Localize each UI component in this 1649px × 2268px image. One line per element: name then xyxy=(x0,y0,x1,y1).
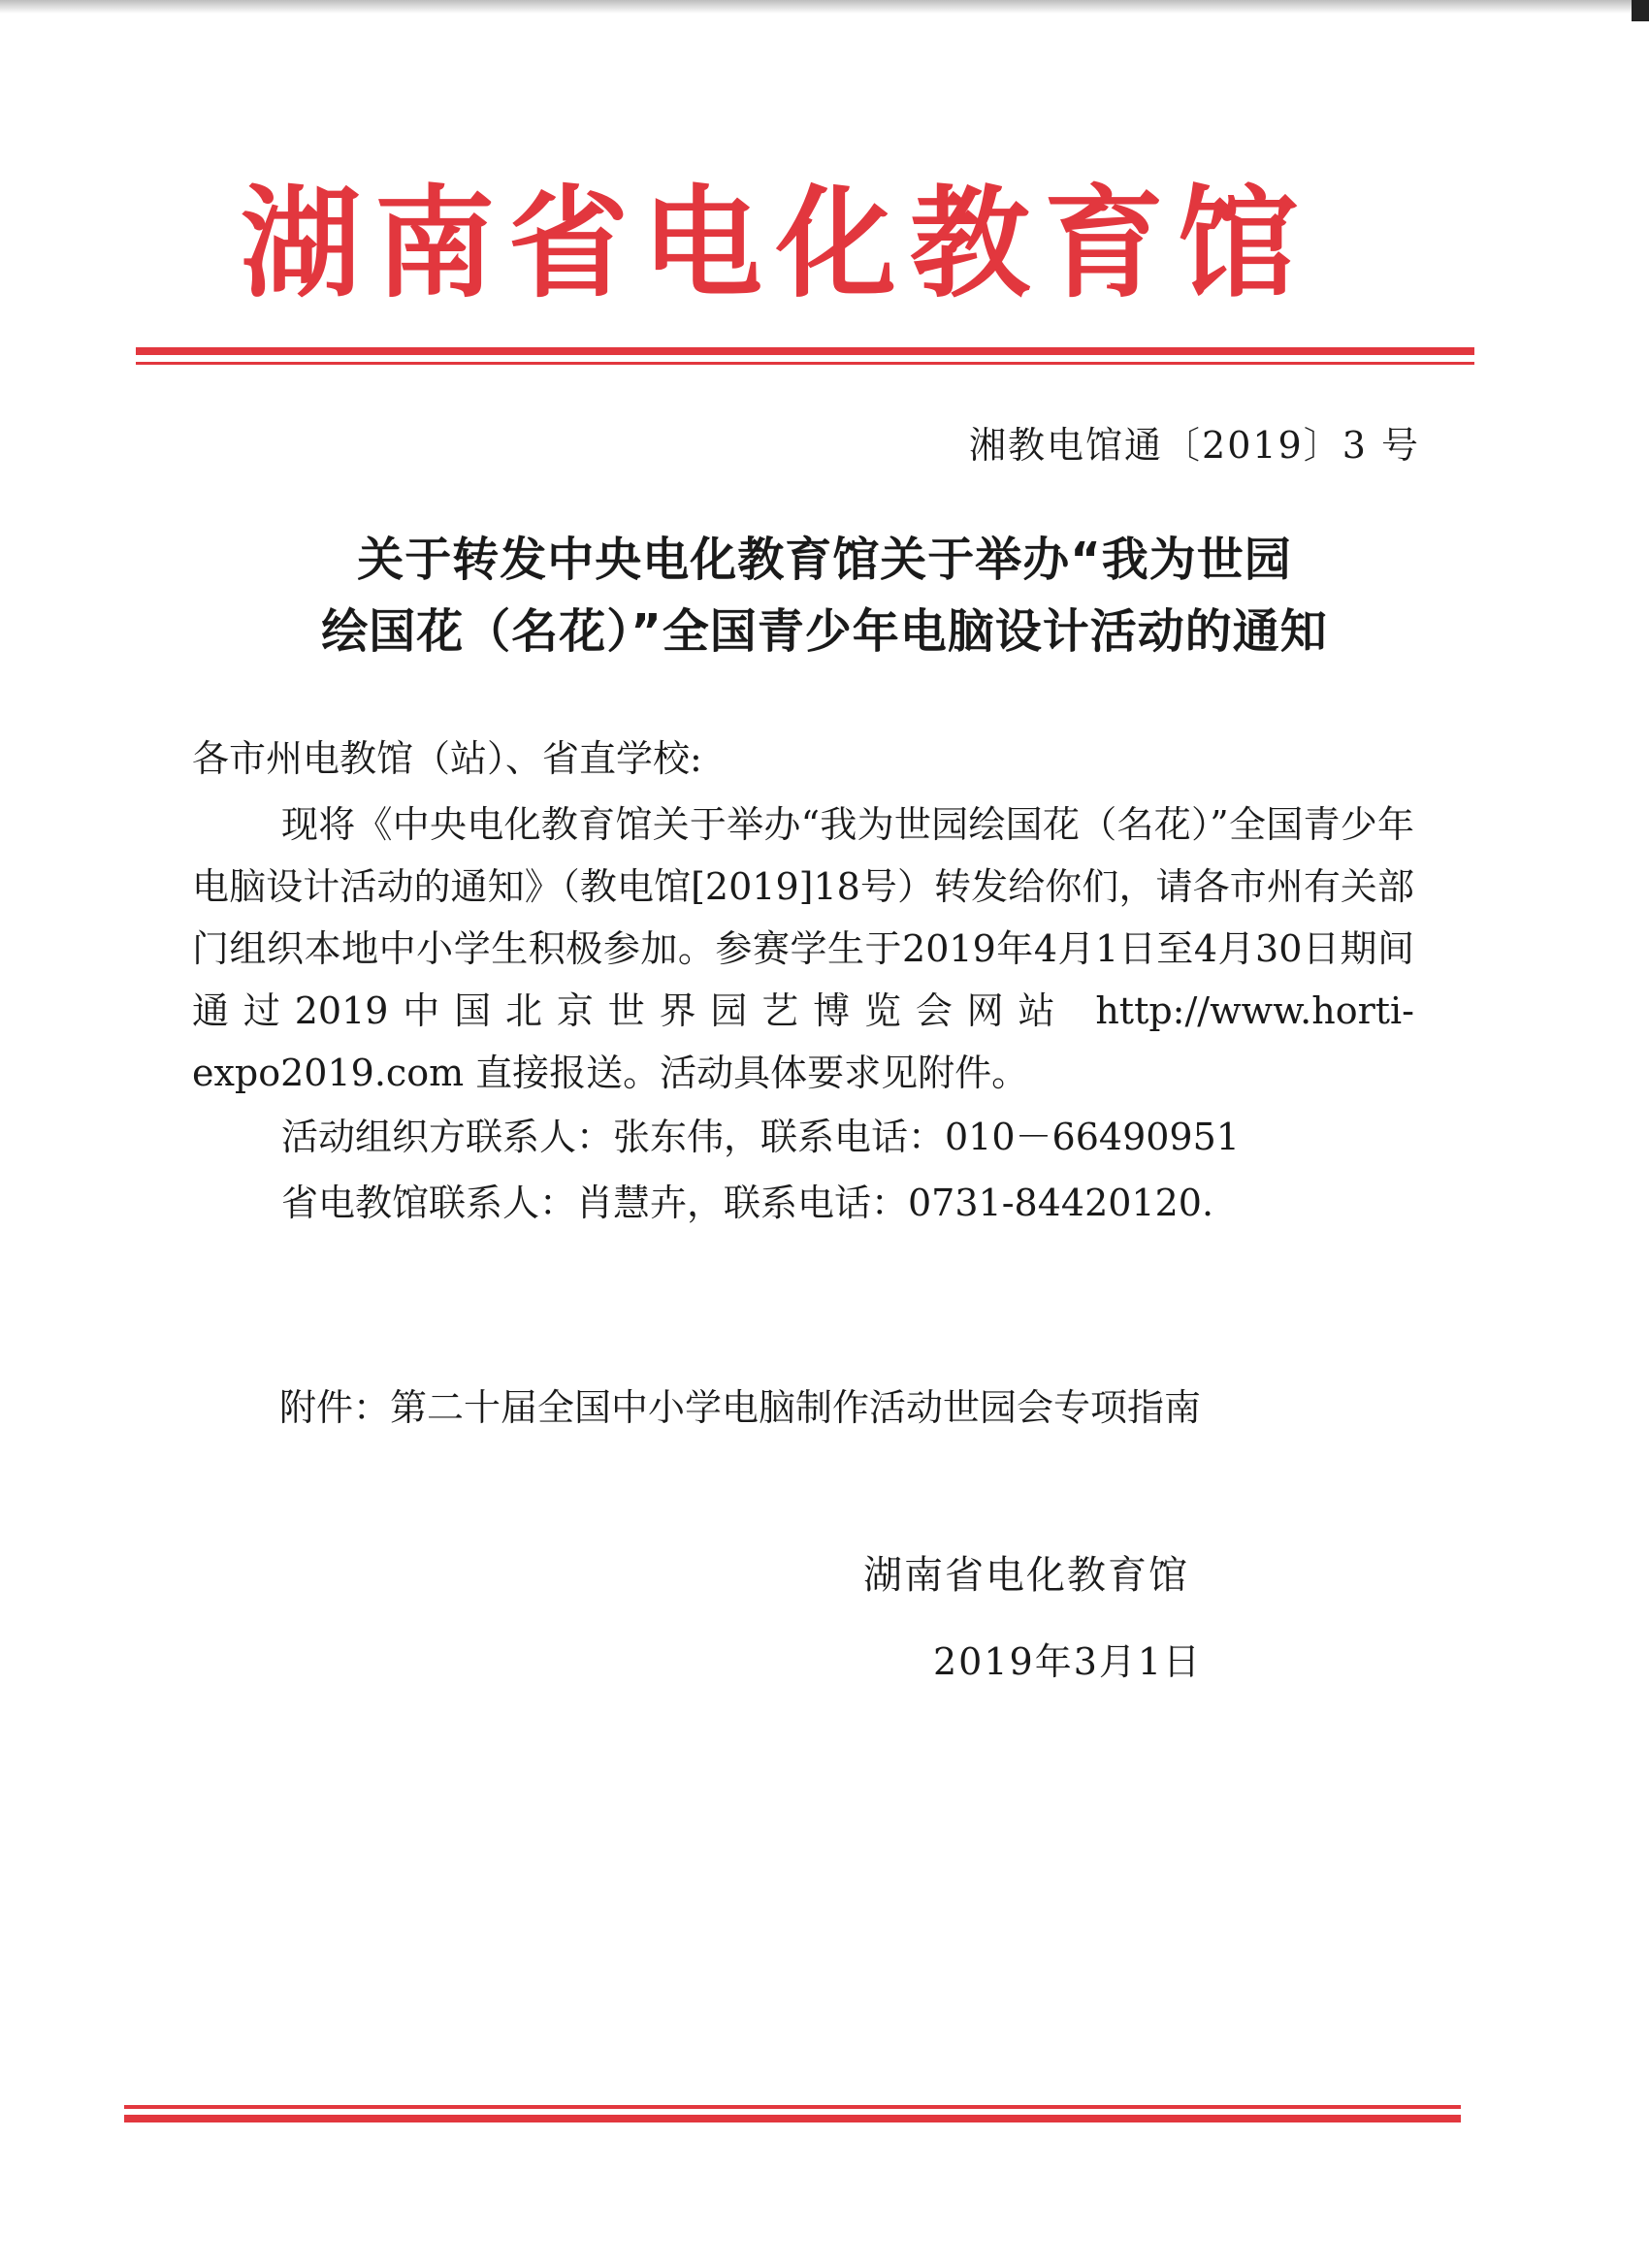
title-line-1: 关于转发中央电化教育馆关于举办“我为世园 xyxy=(357,533,1292,587)
scan-edge-top xyxy=(0,0,1649,14)
body-paragraph: 现将《中央电化教育馆关于举办“我为世园绘国花（名花）”全国青少年电脑设计活动的通知》（教电馆[2019]18号）转发给你们，请各市州有关部门组织本地中小学生积极参加。参赛学生于2019年4月1日至4月30日期间通过2019中国北京世界园艺博览会网站 http://www.horti-expo2019.com 直接报送。活动具体要求见附件。 xyxy=(192,803,1414,1094)
scan-edge-corner xyxy=(1632,0,1649,21)
contact-organizer: 活动组织方联系人：张东伟，联系电话：010－66490951 xyxy=(281,1116,1240,1158)
signature-date: 2019年3月1日 xyxy=(933,1640,1203,1683)
signature-organization: 湖南省电化教育馆 xyxy=(863,1553,1189,1598)
title-line-2: 绘国花（名花）”全国青少年电脑设计活动的通知 xyxy=(321,604,1328,659)
salutation: 各市州电教馆（站）、省直学校: xyxy=(192,737,702,780)
footer-rule-thin xyxy=(124,2105,1461,2109)
organization-header: 湖南省电化教育馆 xyxy=(240,175,1311,314)
document-body xyxy=(192,728,1414,1236)
document-title xyxy=(194,524,1455,667)
attachment-note: 附件：第二十届全国中小学电脑制作活动世园会专项指南 xyxy=(279,1386,1202,1429)
footer-rule-thick xyxy=(124,2115,1461,2122)
header-rule-thick xyxy=(136,347,1474,355)
contact-provincial: 省电教馆联系人：肖慧卉，联系电话：0731-84420120. xyxy=(281,1182,1214,1224)
document-number: 湘教电馆通〔2019〕3 号 xyxy=(969,424,1420,467)
header-rule-thin xyxy=(136,362,1474,365)
